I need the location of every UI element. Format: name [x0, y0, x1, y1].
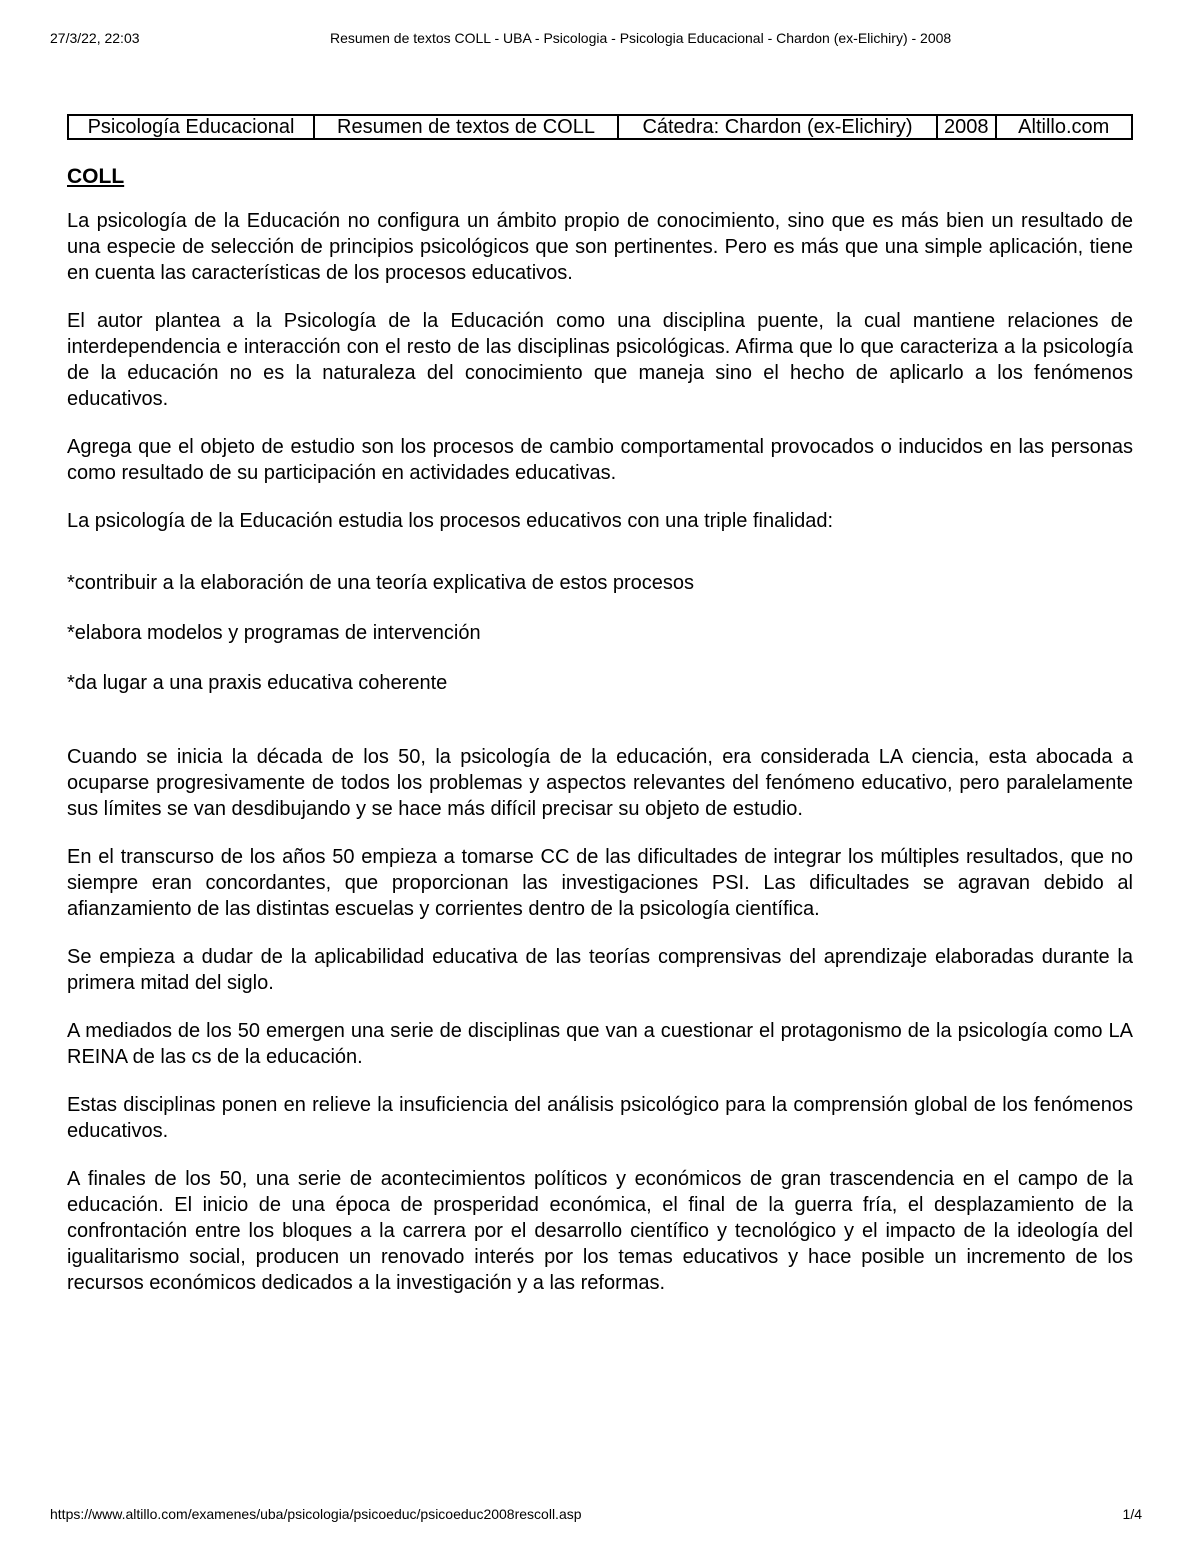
- list-item: *da lugar a una praxis educativa coherente: [67, 672, 448, 694]
- list-item: *elabora modelos y programas de intervención: [67, 622, 481, 644]
- paragraph: A mediados de los 50 emergen una serie de disciplinas que van a cuestionar el protagonismo de la psicología como LA REINA de las cs de la educación.: [67, 1020, 1133, 1068]
- paragraph: A finales de los 50, una serie de acontecimientos políticos y económicos de gran trascendencia en el campo de la educación. El inicio de una época de prosperidad económica, el final de la guerra fría, el desplazamiento de la confrontación entre los bloques a la carrera por el desarrollo científico y tecnológico y el impacto de la ideología del igualitarismo social, producen un renovado interés por los temas educativos y hace posible un incremento de los recursos económicos dedicados a la investigación y a las reformas.: [67, 1168, 1133, 1294]
- document-content: [67, 114, 1133, 1318]
- history-section: [67, 744, 1133, 1296]
- info-site-link[interactable]: Altillo.com: [995, 116, 1132, 138]
- paragraph: Estas disciplinas ponen en relieve la insuficiencia del análisis psicológico para la comprensión global de los fenómenos educativos.: [67, 1094, 1133, 1142]
- page-number: 1/4: [1122, 1506, 1142, 1522]
- print-footer: [50, 1506, 1150, 1526]
- info-chair: Cátedra: Chardon (ex-Elichiry): [617, 116, 936, 138]
- paragraph: La psicología de la Educación no configura un ámbito propio de conocimiento, sino que es más bien un resultado de una especie de selección de principios psicológicos que son pertinentes. Pero es más que una simple aplicación, tiene en cuenta las características de los procesos educativos.: [67, 210, 1133, 284]
- finality-list: [67, 570, 1133, 696]
- info-table: [67, 114, 1133, 140]
- paragraph: La psicología de la Educación estudia los procesos educativos con una triple finalidad:: [67, 510, 834, 532]
- print-url: https://www.altillo.com/examenes/uba/psicologia/psicoeduc/psicoeduc2008rescoll.asp: [50, 1506, 582, 1522]
- section-heading: COLL: [67, 165, 125, 188]
- info-subject: Psicología Educacional: [87, 116, 295, 138]
- info-year: 2008: [936, 116, 995, 138]
- paragraph: El autor plantea a la Psicología de la Educación como una disciplina puente, la cual mantiene relaciones de interdependencia e interacción con el resto de las disciplinas psicológicas. Afirma que lo que caracteriza a la psicología de la educación no es la naturaleza del conocimiento que maneja sino el hecho de aplicarlo a los fenómenos educativos.: [67, 310, 1133, 410]
- paragraph: Agrega que el objeto de estudio son los procesos de cambio comportamental provocados o inducidos en las personas como resultado de su participación en actividades educativas.: [67, 436, 1133, 484]
- print-date: 27/3/22, 22:03: [50, 30, 140, 46]
- list-item: *contribuir a la elaboración de una teoría explicativa de estos procesos: [67, 572, 695, 594]
- print-header: [50, 30, 1150, 50]
- paragraph: Se empieza a dudar de la aplicabilidad educativa de las teorías comprensivas del aprendizaje elaboradas durante la primera mitad del siglo.: [67, 946, 1133, 994]
- print-title: Resumen de textos COLL - UBA - Psicologia - Psicologia Educacional - Chardon (ex-Elichiry) - 2008: [330, 30, 952, 46]
- info-document: Resumen de textos de COLL: [313, 116, 617, 138]
- paragraph: En el transcurso de los años 50 empieza a tomarse CC de las dificultades de integrar los múltiples resultados, que no siempre eran concordantes, que proporcionan las investigaciones PSI. Las dificultades se agravan debido al afianzamiento de las distintas escuelas y corrientes dentro de la psicología científica.: [67, 846, 1133, 920]
- paragraph: Cuando se inicia la década de los 50, la psicología de la educación, era considerada LA ciencia, esta abocada a ocuparse progresivamente de todos los problemas y aspectos relevantes del fenómeno educativo, pero paralelamente sus límites se van desdibujando y se hace más difícil precisar su objeto de estudio.: [67, 746, 1133, 820]
